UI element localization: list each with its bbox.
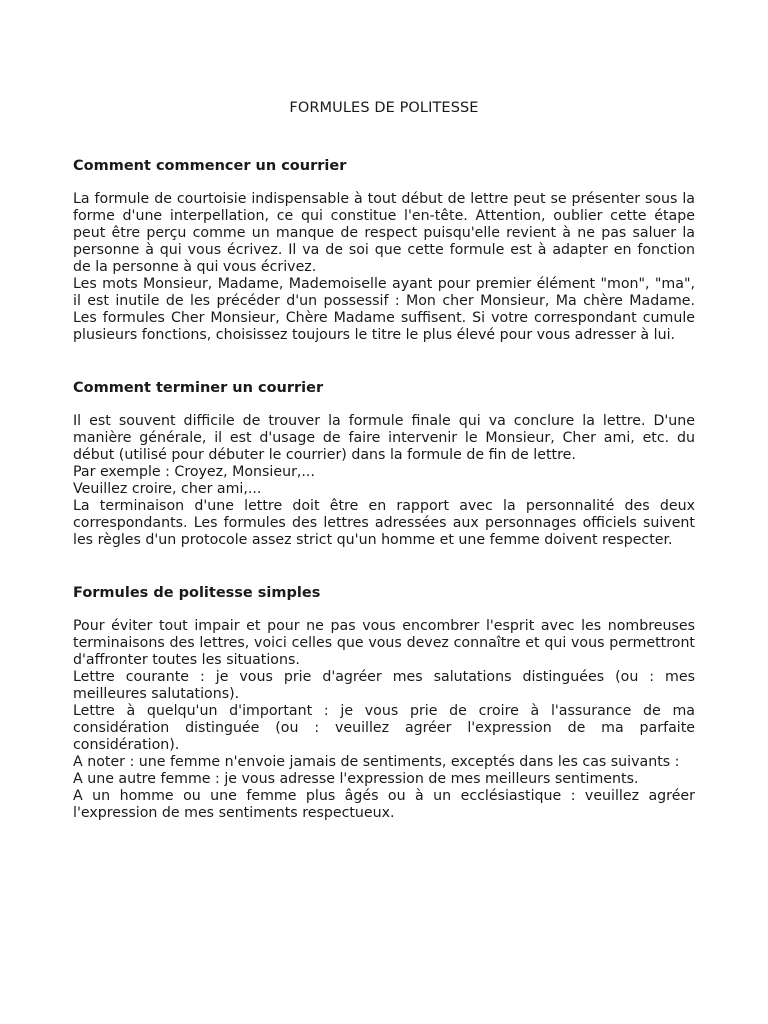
paragraph: Lettre à quelqu'un d'important : je vous prie de croire à l'assurance de ma considération distinguée (ou : veuillez agréer l'expression de ma parfaite considération).	[73, 703, 695, 753]
paragraph: Par exemple : Croyez, Monsieur,...	[73, 464, 315, 480]
paragraph: La terminaison d'une lettre doit être en rapport avec la personnalité des deux correspondants. Les formules des lettres adressées aux personnages officiels suivent les règles d'un protocole assez strict qu'un homme et une femme doivent respecter.	[73, 498, 695, 548]
section-terminer	[73, 380, 695, 549]
paragraph: A noter : une femme n'envoie jamais de sentiments, exceptés dans les cas suivants :	[73, 754, 680, 770]
paragraph: Lettre courante : je vous prie d'agréer mes salutations distinguées (ou : mes meilleures salutations).	[73, 669, 695, 702]
section-commencer	[73, 158, 695, 344]
section-body	[73, 413, 695, 549]
paragraph: Veuillez croire, cher ami,...	[73, 481, 262, 497]
section-heading: Comment commencer un courrier	[73, 158, 347, 174]
section-body	[73, 191, 695, 344]
paragraph: A une autre femme : je vous adresse l'expression de mes meilleurs sentiments.	[73, 771, 639, 787]
section-heading: Comment terminer un courrier	[73, 380, 324, 396]
paragraph: A un homme ou une femme plus âgés ou à un ecclésiastique : veuillez agréer l'expression de mes sentiments respectueux.	[73, 788, 695, 821]
paragraph: Pour éviter tout impair et pour ne pas vous encombrer l'esprit avec les nombreuses terminaisons des lettres, voici celles que vous devez connaître et qui vous permettront d'affronter toutes les situations.	[73, 618, 695, 668]
section-formules-simples	[73, 585, 695, 822]
paragraph: Les mots Monsieur, Madame, Mademoiselle ayant pour premier élément "mon", "ma", il est inutile de les précéder d'un possessif : Mon cher Monsieur, Ma chère Madame. Les formules Cher Monsieur, Chère Madame suffisent. Si votre correspondant cumule plusieurs fonctions, choisissez toujours le titre le plus élevé pour vous adresser à lui.	[73, 276, 695, 343]
document-title: FORMULES DE POLITESSE	[289, 100, 479, 116]
paragraph: Il est souvent difficile de trouver la formule finale qui va conclure la lettre. D'une manière générale, il est d'usage de faire intervenir le Monsieur, Cher ami, etc. du début (utilisé pour débuter le courrier) dans la formule de fin de lettre.	[73, 413, 695, 463]
section-body	[73, 618, 695, 822]
paragraph: La formule de courtoisie indispensable à tout début de lettre peut se présenter sous la forme d'une interpellation, ce qui constitue l'en-tête. Attention, oublier cette étape peut être perçu comme un manque de respect puisqu'elle revient à ne pas saluer la personne à qui vous écrivez. Il va de soi que cette formule est à adapter en fonction de la personne à qui vous écrivez.	[73, 191, 695, 275]
section-heading: Formules de politesse simples	[73, 585, 321, 601]
